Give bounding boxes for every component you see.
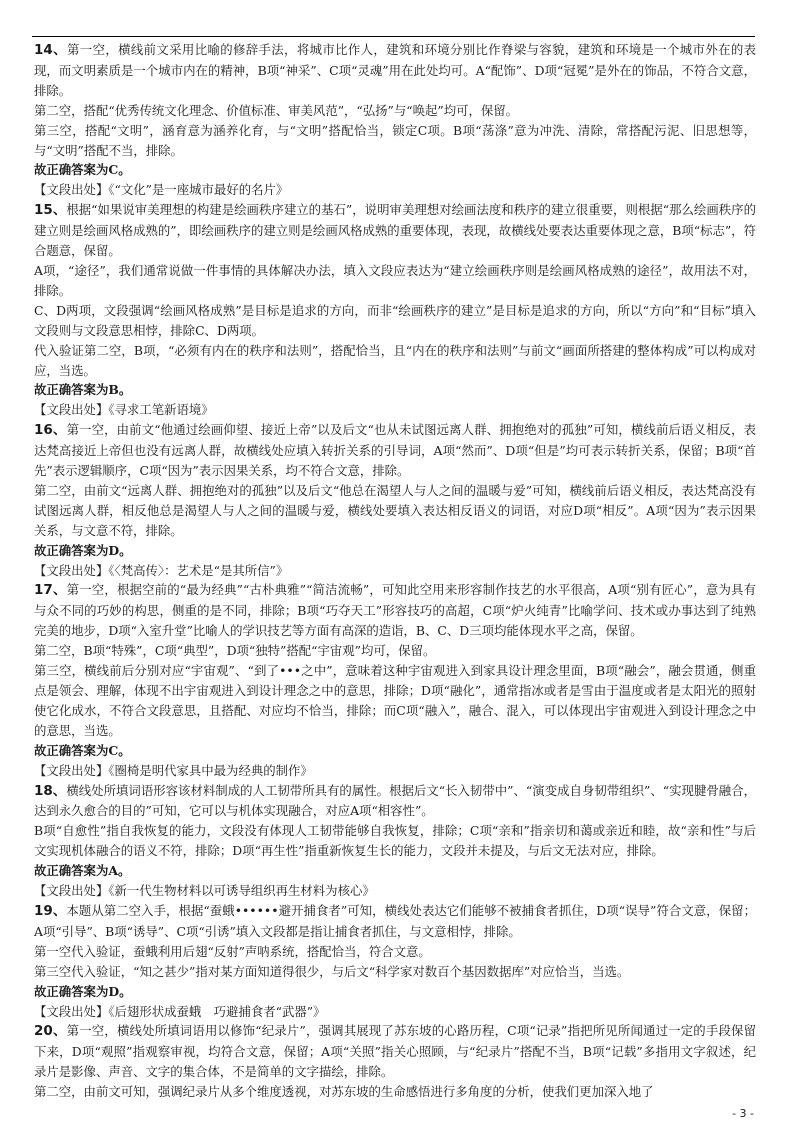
- paragraph-text: 第一空，横线前文采用比喻的修辞手法，将城市比作人，建筑和环境分别比作脊梁与容貌，建筑和环境是一个城市外在的表现，而文明素质是一个城市内在的精神，B项“神采”、C项“灵魂”用在此处均可。A“配饰”、D项“冠冕”是外在的饰品，不符合文意，排除。: [34, 42, 756, 98]
- explanation-paragraph: [34, 420, 756, 481]
- explanation-paragraph: [34, 1082, 756, 1102]
- explanation-paragraph: [34, 641, 756, 661]
- paragraph-text: 第二空，由前文“远离人群、拥抱绝对的孤独”以及后文“他总在渴望人与人之间的温暖与爱”可知，横线前后语义相反，表达梵高没有试图远离人群，相反他总是渴望人与人之间的温暖与爱，横线处要填入表达相反语义的词语，对应D项“相反”。A项“因为”表示因果关系，与文意不符，排除。: [34, 482, 756, 538]
- question-number: 18、: [34, 782, 67, 799]
- explanation-paragraph: [34, 301, 756, 341]
- paragraph-text: 代入验证第二空，B项，“必须有内在的秩序和法则”，搭配恰当，且“内在的秩序和法则”与前文“画面所搭建的整体构成”可以构成对应，当选。: [34, 342, 756, 378]
- answer-content: [34, 40, 756, 1102]
- explanation-paragraph: [34, 40, 756, 101]
- page-number: - 3 -: [732, 1107, 754, 1120]
- explanation-paragraph: [34, 821, 756, 861]
- paragraph-text: A项，“途径”，我们通常说做一件事情的具体解决办法，填入文段应表达为“建立绘画秩序则是绘画风格成熟的途径”，故用法不对，排除。: [34, 262, 756, 298]
- question-number: 17、: [34, 582, 67, 599]
- paragraph-text: 第三空，横线前后分别对应“宇宙观”、“到了•••之中”，意味着这种宇宙观进入到家具设计理念里面，B项“融会”，融会贯通，侧重点是领会、理解，体现不出宇宙观进入到设计理念之中的意思，排除；D项“融化”，通常指冰或者是雪由于温度或者是太阳光的照射使它化成水，不符合文段意思，且搭配、对应均不恰当，排除；而C项“融入”，融合、混入，可以体现出宇宙观进入到设计理念之中的意思，当选。: [34, 663, 756, 738]
- explanation-paragraph: [34, 901, 756, 942]
- explanation-paragraph: [34, 101, 756, 121]
- paragraph-text: 第三空代入验证，“知之甚少”指对某方面知道得很少，与后文“科学家对数百个基因数据库”对应恰当，当选。: [34, 963, 630, 979]
- paragraph-text: 本题从第二空入手，根据“蚕蛾••••••避开捕食者”可知，横线处表达它们能够不被捕食者抓住，D项“误导”符合文意，保留；A项“引导”、B项“诱导”、C项“引诱”填入文段都是指让捕食者抓住，与文意相悖，排除。: [34, 902, 756, 939]
- passage-source: 【文段出处】《后翅形状成蚕蛾 巧避捕食者“武器”》: [34, 1003, 326, 1019]
- passage-source: 【文段出处】《寻求工笔新语境》: [34, 402, 214, 418]
- paragraph-text: C、D两项，文段强调“绘画风格成熟”是目标是追求的方向，而非“绘画秩序的建立”是目标是追求的方向，所以“方向”和“目标”填入文段则与文段意思相悖，排除C、D两项。: [34, 302, 756, 338]
- passage-source: 【文段出处】《“文化”是一座城市最好的名片》: [34, 182, 289, 198]
- explanation-paragraph: [34, 200, 756, 261]
- explanation-paragraph: [34, 121, 756, 161]
- passage-source: 【文段出处】《〈梵高传〉：艺术是“是其所信”》: [34, 562, 289, 578]
- explanation-paragraph: [34, 580, 756, 641]
- explanation-paragraph: [34, 341, 756, 381]
- paragraph-text: 根据“如果说审美理想的构建是绘画秩序建立的基石”，说明审美理想对绘画法度和秩序的建立很重要，则根据“那么绘画秩序的建立则是绘画风格成熟的”，即绘画秩序的建立则是绘画风格成熟的重要体现，表现，故横线处要表达重要体现之意，B项“标志”，符合题意，保留。: [34, 202, 756, 259]
- paragraph-text: 第一空代入验证，蚕蛾利用后翅“反射”声呐系统，搭配恰当，符合文意。: [34, 943, 431, 959]
- paragraph-text: 第二空，搭配“优秀传统文化理念、价值标准、审美风范”，“弘扬”与“唤起”均可，保留。: [34, 102, 519, 118]
- paragraph-text: 第一空，横线处所填词语用以修饰“纪录片”，强调其展现了苏东坡的心路历程，C项“记录”指把所见所闻通过一定的手段保留下来，D项“观照”指观察审视，均符合文意，保留；A项“关照”指关心照顾，与“纪录片”搭配不当，B项“记载”多指用文字叙述，纪录片是影像、声音、文字的集合体，不是简单的文字描绘，排除。: [34, 1023, 756, 1080]
- explanation-paragraph: [34, 942, 756, 962]
- question-number: 19、: [34, 902, 67, 919]
- correct-answer: 故正确答案为C。: [34, 742, 131, 758]
- paragraph-text: 第二空，B项“特殊”，C项“典型”，D项“独特”搭配“宇宙观”均可，保留。: [34, 643, 436, 659]
- paragraph-text: B项“自愈性”指自我恢复的能力，文段没有体现人工韧带能够自我恢复，排除；C项“亲和”指亲切和蔼或亲近和睦，故“亲和性”与后文实现机体融合的语义不符，排除；D项“再生性”指重新恢复生长的能力，文段并未提及，与后文无法对应，排除。: [34, 823, 756, 859]
- correct-answer: 故正确答案为D。: [34, 542, 132, 558]
- explanation-paragraph: [34, 661, 756, 741]
- paragraph-text: 横线处所填词语形容该材料制成的人工韧带所具有的属性。根据后文“长入韧带中”、“演变成自身韧带组织”、“实现腱骨融合，达到永久愈合的目的”可知，它可以与机体实现融合，对应A项“相容性”。: [34, 782, 757, 819]
- paragraph-text: 第一空，根据空前的“最为经典”“古朴典雅”“简洁流畅”，可知此空用来形容制作技艺的水平很高，A项“别有匠心”，意为具有与众不同的巧妙的构思，侧重的是不同，排除；B项“巧夺天工”形容技巧的高超，C项“炉火纯青”比喻学问、技术或办事达到了纯熟完美的地步，D项“入室升堂”比喻人的学识技艺等方面有高深的造诣，B、C、D三项均能体现水平之高，保留。: [34, 582, 756, 639]
- correct-answer: 故正确答案为A。: [34, 863, 131, 879]
- explanation-paragraph: [34, 1021, 756, 1082]
- explanation-paragraph: [34, 781, 756, 822]
- question-number: 20、: [34, 1023, 67, 1040]
- paragraph-text: 第二空，由前文可知，强调纪录片从多个维度透视，对苏东坡的生命感悟进行多角度的分析，使我们更加深入地了: [34, 1084, 654, 1100]
- question-number: 16、: [34, 422, 67, 439]
- paragraph-text: 第一空，由前文“他通过绘画仰望、接近上帝”以及后文“也从未试图远离人群、拥抱绝对的孤独”可知，横线前后语义相反，表达梵高接近上帝但也没有远离人群，故横线处应填入转折关系的引导词，A项“然而”、D项“但是”均可表示转折关系，保留；B项“首先”表示逻辑顺序，C项“因为”表示因果关系，均不符合文意，排除。: [34, 422, 756, 479]
- correct-answer: 故正确答案为B。: [34, 382, 132, 398]
- explanation-paragraph: [34, 261, 756, 301]
- top-rule: [32, 36, 755, 37]
- question-number: 15、: [34, 202, 67, 219]
- question-number: 14、: [34, 42, 68, 58]
- passage-source: 【文段出处】《圈椅是明代家具中最为经典的制作》: [34, 762, 313, 778]
- explanation-paragraph: [34, 481, 756, 541]
- explanation-paragraph: [34, 962, 756, 982]
- paragraph-text: 第三空，搭配“文明”，涵育意为涵养化育，与“文明”搭配恰当，锁定C项。B项“荡涤”意为冲洗、清除，常搭配污泥、旧思想等，与“文明”搭配不当，排除。: [34, 122, 756, 158]
- correct-answer: 故正确答案为C。: [34, 162, 131, 178]
- passage-source: 【文段出处】《新一代生物材料以可诱导组织再生材料为核心》: [34, 883, 375, 899]
- correct-answer: 故正确答案为D。: [34, 983, 132, 999]
